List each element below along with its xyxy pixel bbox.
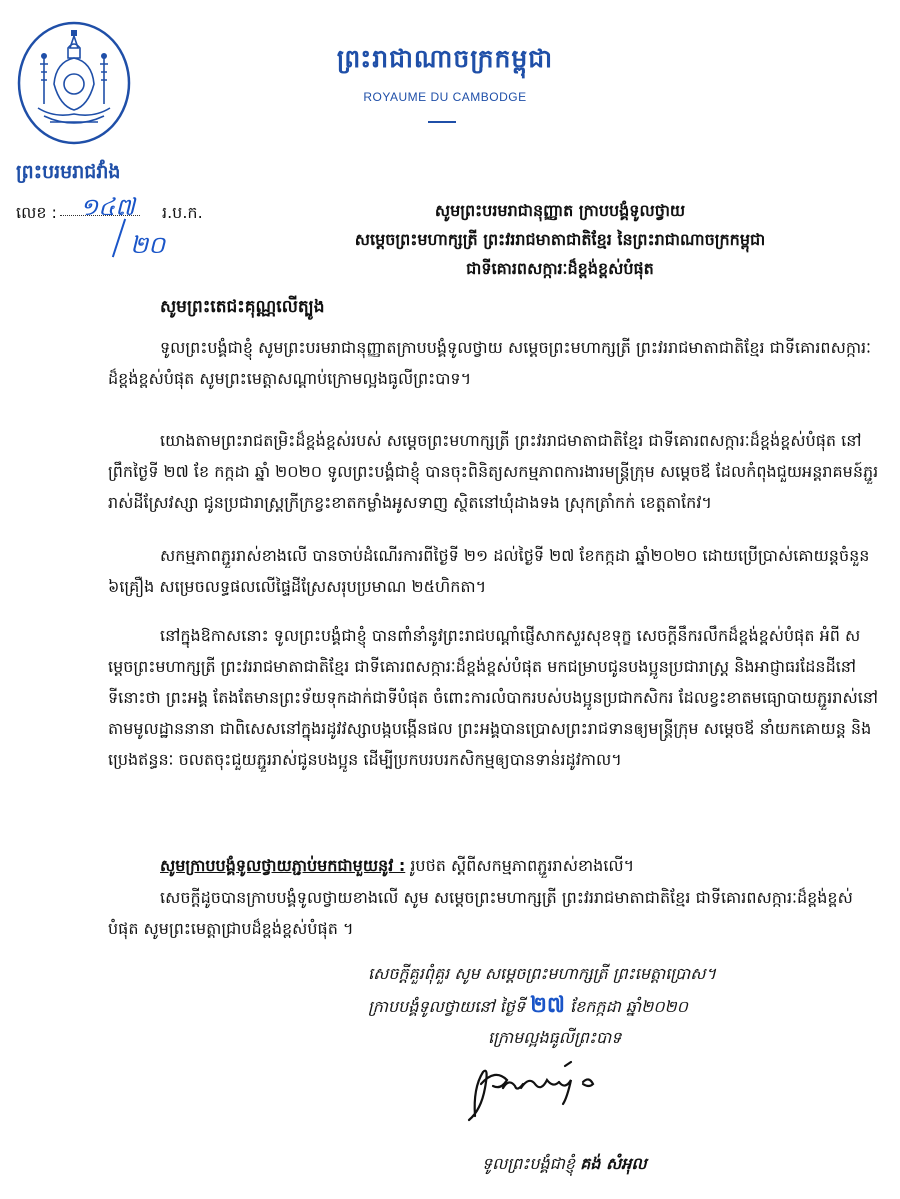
closing-line-3: ក្រោមល្អងធូលីព្រះបាទ	[488, 1028, 622, 1047]
attachment-text: រូបថត ស្តីពីសកម្មភាពភ្ជួររាស់ខាងលើ។	[410, 856, 635, 875]
heading-line-2: សម្តេចព្រះមហាក្សត្រី ព្រះវររាជមាតាជាតិខ្មែរ នៃព្រះរាជាណាចក្រកម្ពុជា	[354, 230, 766, 249]
kingdom-title-french: ROYAUME DU CAMBODGE	[363, 90, 527, 104]
closing-line-2	[368, 990, 888, 1023]
closing-date-prefix: ក្រាបបង្គំទូលថ្វាយនៅ ថ្ងៃទី	[368, 997, 526, 1016]
paragraph-1: ទូលព្រះបង្គំជាខ្ញុំ សូមព្រះបរមរាជានុញ្ញាតក្រាបបង្គំទូលថ្វាយ សម្តេចព្រះមហាក្សត្រី ព្រះវររាជមាតាជាតិខ្មែរ ជាទីគោរពសក្ការៈដ៏ខ្ពង់ខ្ពស់បំផុត សូមព្រះមេត្តាសណ្តាប់ក្រោមល្អងធូលីព្រះបាទ។	[108, 338, 872, 388]
header-divider	[428, 121, 456, 123]
kingdom-title-khmer: ព្រះរាជាណាចក្រកម្ពុជា	[336, 44, 554, 73]
signer-prefix: ទូលព្រះបង្គំជាខ្ញុំ	[482, 1154, 576, 1173]
attachment-line	[160, 850, 880, 881]
reference-suffix: រ.ប.ក.	[162, 203, 203, 222]
signer-line	[482, 1153, 647, 1177]
paragraph-4: នៅក្នុងឱកាសនោះ ទូលព្រះបង្គំជាខ្ញុំ បានពាំនាំនូវព្រះរាជបណ្តាំផ្ញើសាកសួរសុខទុក្ខ សេចក្តីនឹករលឹកដ៏ខ្ពង់ខ្ពស់បំផុត អំពី សម្តេចព្រះមហាក្សត្រី ព្រះវររាជមាតាជាតិខ្មែរ ជាទីគោរពសក្ការៈដ៏ខ្ពង់ខ្ពស់បំផុត មកជម្រាបជូនបងប្អូនប្រជារាស្ត្រ និងអាជ្ញាធរដែនដីនៅទីនោះថា ព្រះអង្គ តែងតែមានព្រះទ័យទុកដាក់ជាទីបំផុត ចំពោះការលំបាករបស់បងប្អូនប្រជាកសិករ ដែលខ្វះខាតមធ្យោបាយភ្ជួររាស់នៅតាមមូលដ្ឋាននានា ជាពិសេសនៅក្នុងរដូវវស្សាបង្កបង្កើនផល ព្រះអង្គបានប្រោសព្រះរាជទានឲ្យមន្ត្រីក្រុម សម្តេចឪ នាំយកគោយន្ត និងប្រេងឥន្ធនៈ ចលតចុះជួយភ្ជួររាស់ជូនបងប្អូន ដើម្បីប្រកបរបរកសិកម្មឲ្យបានទាន់រដូវកាល។	[108, 626, 879, 769]
reference-number: ១៤៧	[80, 193, 135, 221]
paragraph-2: យោងតាមព្រះរាជតម្រិះដ៏ខ្ពង់ខ្ពស់របស់ សម្តេចព្រះមហាក្សត្រី ព្រះវររាជមាតាជាតិខ្មែរ ជាទីគោរពសក្ការៈដ៏ខ្ពង់ខ្ពស់បំផុត នៅព្រឹកថ្ងៃទី ២៧ ខែ កក្កដា ឆ្នាំ ២០២០ ទូលព្រះបង្គំជាខ្ញុំ បានចុះពិនិត្យសកម្មភាពការងារមន្ត្រីក្រុម សម្តេចឪ ដែលកំពុងជួយអន្តរាគមន៍ភ្ជួររាស់ដីស្រែវស្សា ជូនប្រជារាស្ត្រក្រីក្រខ្វះខាតកម្លាំងអូសទាញ ស្ថិតនៅឃុំដាងទង ស្រុកត្រាំកក់ ខេត្តតាកែវ។	[108, 431, 879, 512]
reference-label: លេខ :	[16, 203, 57, 222]
conclusion-paragraph: សេចក្តីដូចបានក្រាបបង្គំទូលថ្វាយខាងលើ សូម សម្តេចព្រះមហាក្សត្រី ព្រះវររាជមាតាជាតិខ្មែរ ជាទីគោរពសក្ការៈដ៏ខ្ពង់ខ្ពស់បំផុត សូមព្រះមេត្តាជ្រាបដ៏ខ្ពង់ខ្ពស់បំផុត ។	[108, 888, 853, 938]
heading-line-1: សូមព្រះបរមរាជានុញ្ញាត ក្រាបបង្គំទូលថ្វាយ	[434, 201, 686, 220]
issuing-office: ព្រះបរមរាជវាំង	[16, 161, 121, 183]
attachment-label: សូមក្រាបបង្គំទូលថ្វាយភ្ជាប់មកជាមួយនូវ :	[160, 856, 406, 875]
closing-date-suffix: ខែកក្កដា ឆ្នាំ២០២០	[570, 997, 688, 1016]
signer-name: គង់ សំអុល	[580, 1154, 647, 1173]
closing-line-1: សេចក្តីគួរពុំគួរ សូម សម្តេចព្រះមហាក្សត្រី ព្រះមេត្តាប្រោស។	[368, 964, 717, 983]
closing-day: ២៧	[530, 993, 565, 1018]
paragraph-3: សកម្មភាពភ្ជួររាស់ខាងលើ បានចាប់ដំណើរការពីថ្ងៃទី ២១ ដល់ថ្ងៃទី ២៧ ខែកក្កដា ឆ្នាំ២០២០ ដោយប្រើប្រាស់គោយន្តចំនួន ៦គ្រឿង សម្រេចលទ្ធផលលើផ្ទៃដីស្រែសរុបប្រមាណ ២៥ហិកតា។	[108, 546, 870, 596]
salutation: សូមព្រះតេជះគុណ្ណលើត្បូង	[160, 297, 325, 317]
reference-denominator: ២០	[130, 231, 166, 259]
royal-seal-emblem	[14, 18, 134, 148]
heading-line-3: ជាទីគោរពសក្ការៈដ៏ខ្ពង់ខ្ពស់បំផុត	[466, 259, 654, 278]
handwritten-signature	[455, 1058, 625, 1128]
